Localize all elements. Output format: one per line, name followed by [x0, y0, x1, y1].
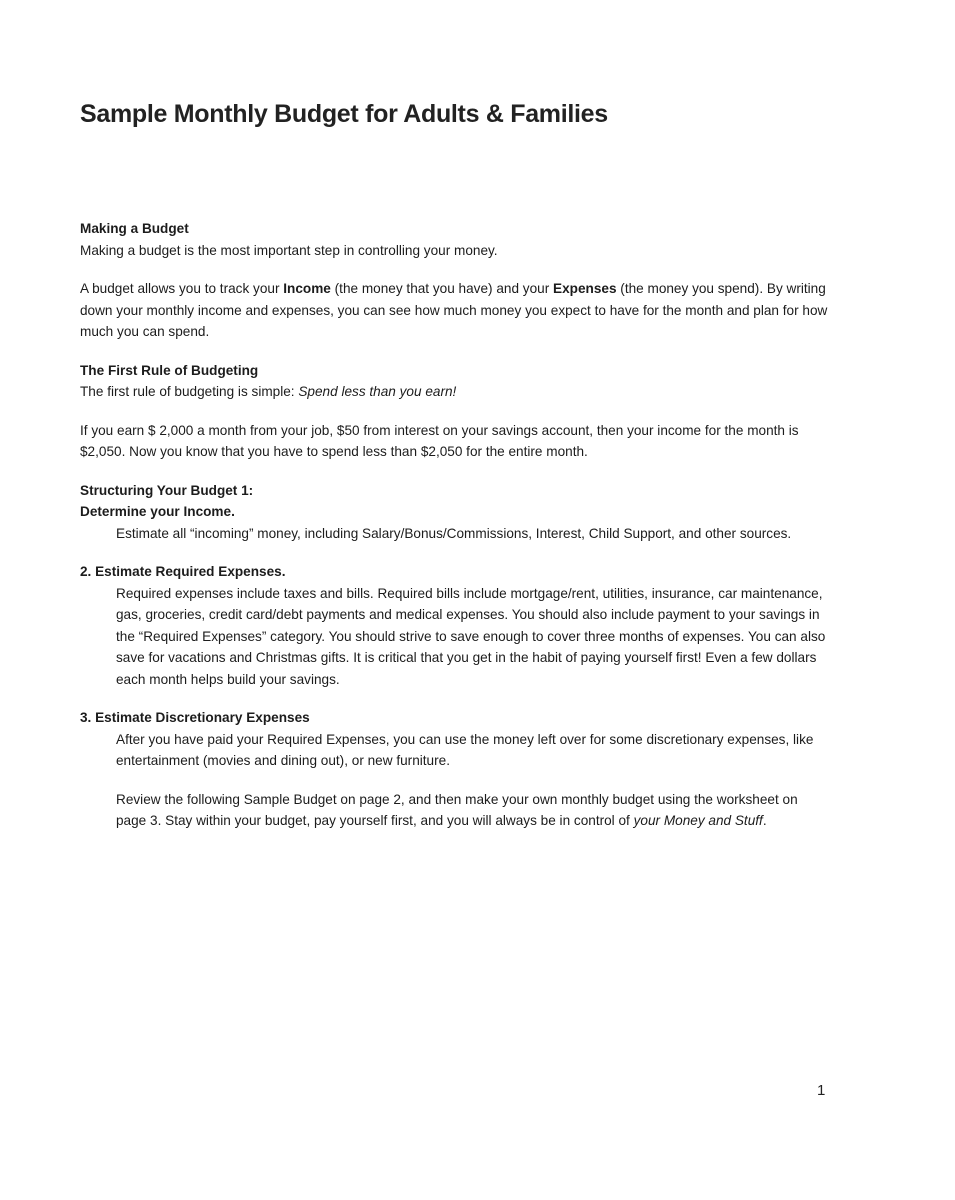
step-3-closing-emphasis: your Money and Stuff — [633, 813, 763, 828]
step-1-text: Estimate all “incoming” money, including Salary/Bonus/Commissions, Interest, Child Support, and other sources. — [116, 525, 792, 541]
step-3-heading: 3. Estimate Discretionary Expenses — [80, 710, 310, 725]
first-rule-heading: The First Rule of Budgeting — [80, 362, 259, 378]
expenses-term: Expenses — [553, 281, 617, 296]
step-3-text: After you have paid your Required Expenses, you can use the money left over for some discretionary expenses, like entertainment (movies and dining out), or new furniture. — [116, 731, 814, 768]
first-rule-p1-text: The first rule of budgeting is simple: — [80, 384, 299, 399]
making-budget-p2-text-a: A budget allows you to track your — [80, 281, 284, 296]
first-rule-paragraph-2: If you earn $ 2,000 a month from your job, $50 from interest on your savings account, then your income for the month is $2,050. Now you know that you have to spend less than $2,050 for the entire month. — [80, 422, 799, 459]
first-rule-paragraph-1 — [80, 381, 830, 403]
making-budget-heading: Making a Budget — [80, 221, 189, 236]
document-title: Sample Monthly Budget for Adults & Families — [80, 100, 608, 128]
step-1-heading: Determine your Income. — [80, 504, 235, 519]
step-2-heading: 2. Estimate Required Expenses. — [80, 564, 286, 579]
page-number: 1 — [817, 1082, 826, 1099]
step-3-closing-text — [80, 789, 830, 832]
making-budget-paragraph-1: Making a budget is the most important step in controlling your money. — [80, 242, 498, 258]
making-budget-p2-text-b: (the money that you have) and your — [330, 281, 554, 296]
structuring-heading: Structuring Your Budget 1: — [80, 482, 254, 498]
making-budget-p2-text-c: (the money you spend). By writing down your monthly income and expenses, you can see how much money you expect to have for the month and plan for how much you can spend. — [80, 281, 828, 339]
income-term: Income — [283, 281, 331, 296]
making-budget-paragraph-2 — [80, 278, 830, 343]
step-3-closing-text-a: Review the following Sample Budget on page 2, and then make your own monthly budget using the worksheet on page 3. Stay within your budget, pay yourself first, and you will always be in control of — [116, 791, 798, 828]
step-3-closing-text-b: . — [762, 813, 767, 828]
first-rule-emphasis: Spend less than you earn! — [298, 384, 457, 399]
step-2-text: Required expenses include taxes and bills. Required bills include mortgage/rent, utilities, insurance, car maintenance, gas, groceries, credit card/debt payments and medical expenses. You should also include payment to your savings in the “Required Expenses” category. You should strive to save enough to cover three months of expenses. You can also save for vacations and Christmas gifts. It is critical that you get in the habit of paying yourself first! Even a few dollars each month helps build your savings. — [116, 585, 826, 687]
document-body — [80, 218, 830, 832]
